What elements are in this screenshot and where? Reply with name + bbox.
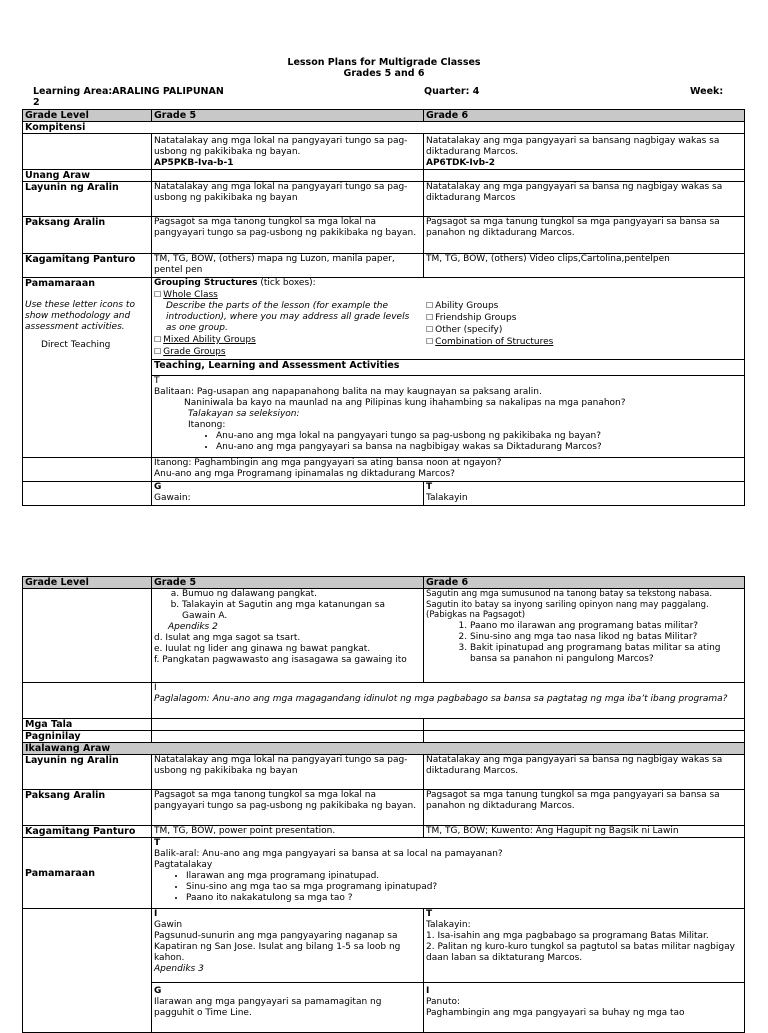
empty-cell (152, 731, 424, 743)
paksang-grade6: Pagsagot sa mga tanung tungkol sa mga pangyayari sa bansa sa panahon ng diktadurang Marcos. (424, 217, 745, 254)
talakayin-cell (424, 909, 745, 983)
panuto-cell (424, 983, 745, 1033)
row-paksang-aralin: Paksang Aralin (23, 217, 152, 254)
balik-aral-cell (152, 838, 745, 909)
apendiks-3: Apendiks 3 (154, 964, 204, 974)
kompitensi-grade5 (152, 134, 424, 170)
bullet-2: • Sinu-sino ang mga tao sa mga programang ipinatupad? (186, 882, 742, 893)
pamamaraan-cell (23, 278, 152, 458)
grouping-structures-label: Grouping Structures (154, 278, 258, 288)
panuto-label: Panuto: (426, 997, 461, 1007)
gawain-cell (152, 482, 424, 506)
option-whole-class: Whole Class (163, 290, 218, 300)
i-letter: I (154, 683, 157, 693)
talakayin-item-2: 2. Palitan ng kuro-kuro tungkol sa pagtutol sa batas militar nagbigay daan laban sa diktaturang Marcos. (426, 942, 735, 963)
layunin-grade5: Natatalakay ang mga lokal na pangyayari tungo sa pag-usbong ng pakikibaka ng bayan (152, 755, 424, 790)
kagamitang-grade5: TM, TG, BOW, (others) mapa ng Luzon, manila paper, pentel pen (152, 254, 424, 278)
grade6-q1: 1. Paano mo ilarawan ang programang batas militar? (470, 621, 742, 632)
header-grade6: Grade 6 (424, 110, 745, 122)
ilarawan-text: Ilarawan ang mga pangyayari sa pamamagitan ng pagguhit o Time Line. (154, 997, 382, 1018)
header-grade-level: Grade Level (23, 577, 152, 589)
row-paksang-aralin: Paksang Aralin (23, 790, 152, 826)
question-1: • Anu-ano ang mga lokal na pangyayari tungo sa pag-usbong ng pakikibaka ng bayan? (216, 431, 742, 442)
row-ikalawang-araw: Ikalawang Araw (23, 743, 745, 755)
question-2: • Anu-ano ang mga pangyayari sa bansa na nagbibigay wakas sa Diktadurang Marcos? (216, 442, 742, 453)
layunin-grade6: Natatalakay ang mga pangyayari sa bansa ng nagbigay wakas sa diktadurang Marcos. (424, 755, 745, 790)
document-subtitle: Grades 5 and 6 (343, 68, 425, 79)
paksang-grade6: Pagsagot sa mga tanung tungkol sa mga pangyayari sa bansa sa panahon ng diktadurang Marcos. (424, 790, 745, 826)
grouping-structures-tick: (tick boxes): (257, 278, 316, 288)
paghambingin-text: Paghambingin ang mga pangyayari sa buhay ng mga tao (426, 1008, 685, 1018)
t-letter-grade6: T (426, 482, 433, 492)
header-grade5: Grade 5 (152, 110, 424, 122)
step-f: f. Pangkatan pagwawasto ang isasagawa sa gawaing ito (154, 655, 407, 665)
header-grade-level: Grade Level (23, 110, 152, 122)
kagamitang-grade5: TM, TG, BOW, power point presentation. (152, 826, 424, 838)
methodology-note: Use these letter icons to show methodology and assessment activities. (25, 300, 135, 332)
kompitensi-grade6-code: AP6TDK-Ivb-2 (426, 158, 496, 168)
itanong2-text: Itanong: Paghambingin ang mga pangyayari sa ating bansa noon at ngayon? (154, 458, 502, 468)
kagamitang-grade6: TM, TG, BOW; Kuwento: Ang Hagupit ng Bagsik ni Lawin (424, 826, 745, 838)
empty-cell (23, 458, 152, 482)
activity-grade6 (424, 589, 745, 683)
step-d: d. Isulat ang mga sagot sa tsart. (154, 633, 301, 643)
talakayin-label: Talakayin: (426, 920, 471, 930)
kompitensi-grade5-code: AP5PKB-Iva-b-1 (154, 158, 234, 168)
kompitensi-grade6 (424, 134, 745, 170)
grouping-structures-cell (152, 278, 745, 360)
empty-cell (424, 170, 745, 182)
pagtatalakay-label: Pagtatalakay (154, 860, 213, 870)
gawin-cell (152, 909, 424, 983)
row-kompitensi: Kompitensi (23, 122, 745, 134)
paksang-grade5: Pagsagot sa mga tanong tungkol sa mga lokal na pangyayari tungo sa pag-usbong ng pakikibaka ng bayan. (152, 217, 424, 254)
lesson-table-day2 (22, 576, 745, 1033)
layunin-grade6: Natatalakay ang mga pangyayari sa bansa ng nagbigay wakas sa diktadurang Marcos (424, 182, 745, 217)
kompitensi-grade5-text: Natatalakay ang mga lokal na pangyayari tungo sa pag-usbong ng pakikibaka ng bayan. (154, 136, 408, 157)
direct-teaching: Direct Teaching (41, 340, 111, 350)
g-letter: G (154, 482, 162, 492)
empty-cell (152, 719, 424, 731)
talakayin-cell (424, 482, 745, 506)
balik-aral-text: Balik-aral: Anu-ano ang mga pangyayari sa bansa at sa local na pamayanan? (154, 849, 503, 859)
talakayin-item-1: 1. Isa-isahin ang mga pagbabago sa programang Batas Militar. (426, 931, 709, 941)
bullet-1: • Ilarawan ang mga programang ipinatupad. (186, 871, 742, 882)
t-letter: T (154, 376, 160, 386)
row-layunin: Layunin ng Aralin (23, 182, 152, 217)
quarter: Quarter: 4 (424, 86, 480, 97)
activity-grade5 (152, 589, 424, 683)
empty-cell (23, 683, 152, 719)
header-grade5: Grade 5 (152, 577, 424, 589)
option-grade-groups: Grade Groups (163, 347, 226, 357)
bullet-3: • Paano ito nakakatulong sa mga tao ? (186, 893, 742, 904)
itanong-label: Itanong: (188, 420, 226, 430)
empty-cell (23, 589, 152, 683)
empty-cell (152, 170, 424, 182)
layunin-grade5: Natatalakay ang mga lokal na pangyayari tungo sa pag-usbong ng pakikibaka ng bayan (152, 182, 424, 217)
talakayin-label: Talakayin (426, 493, 468, 503)
empty-cell (23, 482, 152, 506)
empty-cell (23, 909, 152, 1033)
lesson-table-day1 (22, 109, 745, 506)
tla-heading: Teaching, Learning and Assessment Activities (152, 360, 745, 376)
gawain-label: Gawain: (154, 493, 191, 503)
itanong-cell (152, 458, 745, 482)
g-letter-grade5: G (154, 986, 162, 996)
kompitensi-grade6-text: Natatalakay ang mga pangyayari sa bansang nagbigay wakas sa diktadurang Marcos. (426, 136, 720, 157)
empty-cell (23, 134, 152, 170)
apendiks-2: Apendiks 2 (168, 622, 218, 632)
step-a: a. Bumuo ng dalawang pangkat. (182, 589, 421, 600)
week-number: 2 (33, 97, 40, 108)
row-layunin: Layunin ng Aralin (23, 755, 152, 790)
step-e: e. Iuulat ng lider ang ginawa ng bawat pangkat. (154, 644, 371, 654)
balitaan-text: Balitaan: Pag-usapan ang napapanahong balita na may kaugnayan sa paksang aralin. (154, 387, 542, 397)
gawin-label: Gawin (154, 920, 183, 930)
document-title: Lesson Plans for Multigrade Classes (287, 57, 481, 68)
balitaan-cell (152, 376, 745, 458)
row-unang-araw: Unang Araw (23, 170, 152, 182)
row-pagninilay: Pagninilay (23, 731, 152, 743)
row-kagamitang-panturo: Kagamitang Panturo (23, 254, 152, 278)
row-kagamitang-panturo: Kagamitang Panturo (23, 826, 152, 838)
row-pamamaraan: Pamamaraan (23, 838, 152, 909)
option-friendship-groups: Friendship Groups (435, 313, 517, 323)
gawin-text: Pagsunud-sunurin ang mga pangyayaring naganap sa Kapatiran ng San Jose. Isulat ang bilang 1-5 sa loob ng kahon. (154, 931, 401, 963)
i-letter-grade6: I (426, 986, 430, 996)
t-letter: T (154, 838, 161, 848)
paksang-grade5: Pagsagot sa mga tanong tungkol sa mga lokal na pangyayari tungo sa pag-usbong ng pakikibaka ng bayan. (152, 790, 424, 826)
grade6-q3: 3. Bakit ipinatupad ang programang batas militar sa ating bansa sa panahon ni pangulong Marcos? (470, 643, 742, 665)
talakayan-text: Talakayan sa seleksiyon: (188, 409, 300, 419)
option-ability-groups: Ability Groups (435, 301, 499, 311)
grade6-q2: 2. Sinu-sino ang mga tao nasa likod ng batas Militar? (470, 632, 742, 643)
row-mga-tala: Mga Tala (23, 719, 152, 731)
step-b: b. Talakayin at Sagutin ang mga katanungan sa Gawain A. (182, 600, 421, 622)
week-label: Week: (690, 86, 724, 97)
paglalagom-text: Paglalagom: Anu-ano ang mga magagandang idinulot ng mga pagbabago sa bansa sa pagtatag ng mga iba’t ibang programa? (154, 694, 728, 704)
row-pamamaraan: Pamamaraan (25, 278, 96, 289)
empty-cell (424, 731, 745, 743)
header-grade6: Grade 6 (424, 577, 745, 589)
option-mixed-ability: Mixed Ability Groups (163, 335, 256, 345)
anuano-text: Anu-ano ang mga Programang ipinamalas ng diktadurang Marcos? (154, 469, 455, 479)
empty-cell (424, 719, 745, 731)
naniniwala-text: Naniniwala ba kayo na maunlad na ang Pilipinas kung ihahambing sa nakalipas na mga panahon? (184, 398, 626, 408)
grade6-intro: Sagutin ang mga sumusunod na tanong batay sa tekstong nabasa. Sagutin ito batay sa inyong sariling opinyon nang may paggalang. (Pabigkas na Pagsagot) (426, 589, 713, 620)
ilarawan-cell (152, 983, 424, 1033)
option-combination: Combination of Structures (435, 337, 554, 347)
t-letter-grade6: T (426, 909, 433, 919)
learning-area: Learning Area:ARALING PALIPUNAN (33, 86, 224, 97)
paglalagom-cell (152, 683, 745, 719)
i-letter-grade5: I (154, 909, 158, 919)
kagamitang-grade6: TM, TG, BOW, (others) Video clips,Cartolina,pentelpen (424, 254, 745, 278)
whole-class-description: Describe the parts of the lesson (for example the introduction), where you may address all grade levels as one group. (166, 301, 410, 333)
option-other: Other (specify) (435, 325, 503, 335)
